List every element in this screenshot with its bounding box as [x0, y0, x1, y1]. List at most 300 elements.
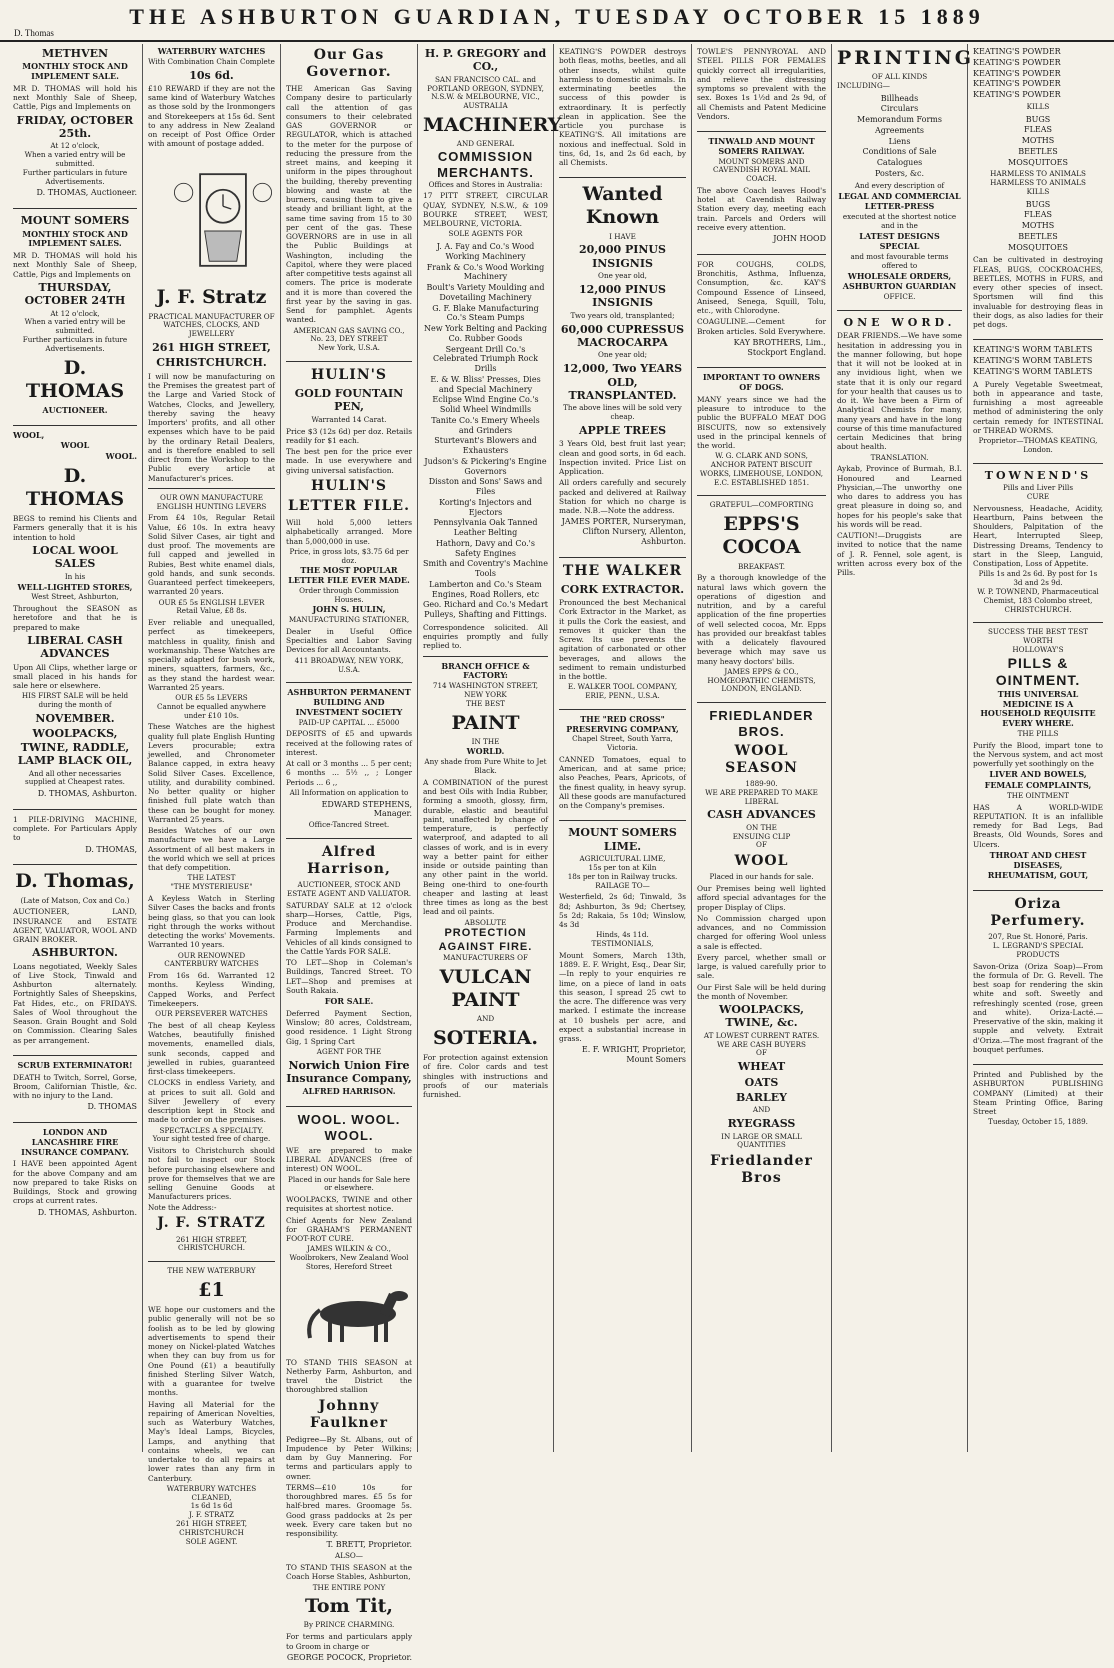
- kills-item: BEETLES: [1018, 146, 1058, 156]
- divider: [286, 361, 412, 362]
- ad-body: FOR COUGHS, COLDS, Bronchitis, Asthma, Influenza, Consumption, &c. KAY'S Compound Essence of Linseed, Aniseed, Senega, Squill, Tolu, etc., with Chlorodyne.: [697, 259, 826, 316]
- divider: [973, 463, 1103, 464]
- ad-role: PRACTICAL MANUFACTURER OF WATCHES, CLOCKS, AND JEWELLERY: [148, 311, 275, 339]
- wool-word: WOOL.: [105, 451, 137, 462]
- divider: [973, 339, 1103, 340]
- ad-body: Price $3 (12s 6d) per doz. Retails readily for $1 each.: [286, 426, 412, 445]
- ad-body: Our Premises being well lighted afford special advantages for the proper Display of Clips.: [697, 884, 826, 912]
- ad-name: J. F. STRATZ: [157, 1215, 266, 1232]
- ad-date: FRIDAY, OCTOBER 25th.: [16, 113, 134, 141]
- ad-name: FRIEDLANDER BROS.: [709, 708, 814, 740]
- ad-signature: D. THOMAS: [87, 1102, 137, 1112]
- ad-building-society: [286, 688, 412, 833]
- ad-price: 18s per ton in Railway trucks.: [567, 871, 678, 881]
- divider: [697, 131, 826, 132]
- divider: [13, 1055, 137, 1056]
- ad-body: Besides Watches of our own manufacture we have a Large Assortment of all best makers in the world which we sell at prices that defy competition.: [148, 826, 275, 873]
- ad-line: OUR OWN MANUFACTURE: [160, 492, 263, 502]
- ad-heading: Our Gas Governor.: [306, 47, 392, 81]
- ad-body: Correspondence solicited. All enquiries promptly and fully replied to.: [423, 622, 548, 651]
- ad-line: AND GENERAL: [456, 139, 515, 149]
- divider: [837, 310, 962, 311]
- ad-signature: JAMES EPPS & CO., HOMŒOPATHIC CHEMISTS, LONDON, ENGLAND.: [707, 666, 816, 694]
- wool-word: WOOL: [60, 440, 90, 451]
- ad-body: TO STAND THIS SEASON at the Coach Horse Stables, Ashburton,: [286, 1563, 412, 1582]
- ad-city: New York, U.S.A.: [318, 343, 380, 353]
- ad-heading: SOTERIA.: [433, 1027, 538, 1050]
- ad-body: No Commission charged upon advances, and no Commission charged for offering Wool unless a sale is effected.: [697, 913, 826, 951]
- ad-line: Retail Value, £8 8s.: [176, 606, 247, 616]
- ad-heading: TINWALD AND MOUNT SOMERS RAILWAY.: [708, 136, 815, 156]
- ad-epps-cocoa: [697, 501, 826, 697]
- ad-body: DEAR FRIENDS.—We have some hesitation in addressing you in the manner following, but hope that it will not be looked at in any invidious light, when we state that it is only our regard for your health that causes us to do it. We have been a Firm of Analytical Chemists for many, many years and have in the long course of this time manufactured certain Medicines that bring about health.: [837, 331, 962, 452]
- ad-role: MANUFACTURING STATIONER,: [288, 615, 410, 625]
- ad-price: 10s 6d.: [189, 68, 234, 82]
- ad-body: MANY years since we had the pleasure to introduce to the public the BUFFALO MEAT DOG BISCUITS, now so extensively used in the principal kennels of the world.: [697, 394, 826, 451]
- ad-line: THROAT AND CHEST DISEASES,: [989, 849, 1087, 870]
- column-3: [281, 44, 418, 1662]
- ad-heading: PAINT: [451, 711, 520, 734]
- ad-body: Loans negotiated, Weekly Sales of Live Stock, Tinwald and Ashburton alternately. Fortnightly Sales of Sheepskins, Fat Hides, etc., on FRIDAYS. Sales of Wool throughout the Season. Grain Bought and Sold on Commission. Clearing Sales as per arrangement.: [13, 961, 137, 1045]
- ad-worm-tablets: [973, 345, 1103, 457]
- ad-line: HOLLOWAY'S: [1012, 644, 1064, 654]
- ad-heading: APPLE TREES: [578, 423, 667, 437]
- ad-line: And every description of: [854, 180, 945, 190]
- ad-heading: METHVEN: [41, 47, 109, 60]
- ad-heading: IMPORTANT TO OWNERS OF DOGS.: [702, 372, 821, 393]
- ad-body: KEATING'S POWDER destroys both fleas, moths, beetles, and all other insects, whilst quite harmless to domestic animals. In exterminating beetles the success of this powder is extraordinary. It is perfectly clean in application. See the article you purchase is KEATING'S. All imitations are noxious and ineffectual. Sold in tins, 6d, 1s, and 2s 6d each, by all Chemists.: [559, 47, 686, 167]
- ad-body: Aykab, Province of Burmah, B.I. Honoured and Learned Physician,—The unworthy one who dares to address you has great pleasure in doing so, and hopes for his people's sake that his words will be read.: [837, 464, 962, 529]
- agent-item: Sturtevant's Blowers and Exhausters: [434, 436, 537, 456]
- ad-gas-governor: [286, 47, 412, 356]
- ad-body: THE American Gas Saving Company desire to particularly call the attention of gas consumers to their celebrated GAS GOVERNOR or REGULATOR, which is attached to the meter for the purpose of reducing the pressure from the street mains, and keeping it uniform in the pipes throughout the building, thereby preventing blowing and waste at the burners, causing them to give a steady and brilliant light, at the same time saving from 15 to 30 per cent of the gas. These GOVERNORS are in use in all the Public Buildings at Washington, including the Capitol, where they were placed after competitive tests against all comers. The price is moderate and it is more than covered the first year by the saving in gas. Send for pamphlet. Agents wanted.: [286, 84, 412, 325]
- ad-role: AUCTIONEER, STOCK AND ESTATE AGENT AND VALUATOR.: [286, 880, 412, 898]
- ad-line: WE ARE PREPARED TO MAKE LIBERAL: [705, 787, 818, 806]
- ad-line: I HAVE: [609, 231, 636, 241]
- kills-item: BUGS: [1025, 114, 1051, 124]
- ad-heading: LOCAL WOOL SALES: [32, 543, 118, 571]
- imprint-date: Tuesday, October 15, 1889.: [988, 1117, 1088, 1127]
- ad-price: Price, in gross lots, $3.75 6d per doz.: [289, 546, 409, 565]
- ad-subheading: CORK EXTRACTOR.: [560, 582, 685, 596]
- ad-signature: D. THOMAS, Ashburton.: [37, 1207, 137, 1217]
- ad-line: LATEST DESIGNS: [859, 230, 940, 241]
- kills-item: MOTHS: [1021, 136, 1055, 146]
- ad-role: AUCTIONEER.: [42, 404, 108, 415]
- ad-mount-somers: [13, 214, 137, 419]
- ad-scrub: [13, 1061, 137, 1117]
- divider: [13, 864, 137, 865]
- agent-item: Hathorn, Davy and Co.'s Safety Engines: [436, 538, 535, 558]
- ad-coach: [697, 137, 826, 249]
- printing-item: Agreements: [875, 125, 924, 135]
- ad-line: INCLUDING—: [837, 80, 890, 90]
- ad-body: A Keyless Watch in Sterling Silver Cases the backs and fronts being glass, so that you can look right through the works without detecting the works' Movements. Warranted 10 years.: [148, 894, 275, 950]
- ad-line: WORTH: [1023, 636, 1053, 646]
- ad-line: One year old,: [598, 271, 647, 281]
- ad-address: 207, Rue St. Honoré, Paris.: [988, 932, 1088, 942]
- ad-holloway: [973, 628, 1103, 885]
- ad-line: Hinds, 4s 11d.: [596, 930, 649, 940]
- ad-body: 17 PITT STREET, CIRCULAR QUAY, SYDNEY, N.S.W., & 109 BOURKE STREET, WEST, MELBOURNE, VICTORIA.: [423, 191, 548, 229]
- ad-name: ALFRED HARRISON.: [302, 1086, 396, 1097]
- ad-line: RYEGRASS: [727, 1117, 796, 1131]
- divider: [973, 890, 1103, 891]
- printing-item: Posters, &c.: [874, 168, 925, 178]
- ad-body: AUCTIONEER, LAND, INSURANCE and ESTATE AGENT, VALUATOR, WOOL AND GRAIN BROKER.: [13, 907, 137, 945]
- ad-line: RHEUMATISM, GOUT,: [987, 870, 1089, 881]
- ad-line: ENGLISH HUNTING LEVERS: [156, 501, 267, 511]
- ad-heading: SCRUB EXTERMINATOR!: [17, 1059, 133, 1070]
- ad-name: D. Thomas,: [15, 870, 135, 893]
- ad-oriza: [973, 896, 1103, 1059]
- ad-line: Placed in our hands for sale.: [709, 872, 814, 882]
- ad-body: Nervousness, Headache, Acidity, Heartburn, Pains between the Shoulders, Palpitation of the Heart, Interrupted Sleep, Distressing Dreams, Tendency to start in the Sleep, Languid, Constipation, Loss of Appetite.: [973, 503, 1103, 569]
- ad-waterbury-watches: [148, 47, 275, 154]
- ad-line: and most favourable terms offered to: [850, 252, 949, 270]
- ad-body: For terms and particulars apply to Groom in charge or: [286, 1632, 412, 1651]
- ad-line: AGRICULTURAL LIME,: [579, 854, 666, 864]
- printing-item: Memorandum Forms: [857, 115, 942, 125]
- ad-body: HAS A WORLD-WIDE REPUTATION. It is an infallible remedy for Bad Legs, Bad Breasts, Old Wounds, Sores and Ulcers.: [973, 802, 1103, 849]
- ad-body: CLOCKS in endless Variety, and at prices to suit all. Gold and Silver Jewellery of every description kept in Stock and made to order on the premises.: [148, 1078, 275, 1125]
- ad-body: 1 PILE-DRIVING MACHINE, complete. For Particulars Apply to: [13, 814, 137, 843]
- ad-body: WE hope our customers and the public generally will not be so foolish as to be led by glowing advertisements to spend their money on Nickel-plated Watches when they can buy from us for One Pound (£1) a beautifully finished Sterling Silver Watch, with a guarantee for twelve months.: [148, 1305, 275, 1398]
- ad-heading: EPPS'S COCOA: [722, 513, 801, 559]
- ad-wilkin-wool: [286, 1112, 412, 1275]
- ad-line: SOLE AGENTS FOR: [448, 229, 523, 239]
- ad-line: OF: [756, 1048, 767, 1058]
- columns: [8, 44, 1108, 1662]
- ad-line: Two years old, transplanted;: [570, 310, 675, 320]
- ad-line: And all other necessaries supplied at Cheapest rates.: [25, 768, 125, 787]
- ad-body: CANNED Tomatoes, equal to American, and at same price; also Peaches, Pears, Apricots, of the finest quality, in heavy syrup. All these goods are manufactured on the Company's premises.: [559, 754, 686, 811]
- ad-walker-cork: [559, 563, 686, 704]
- ad-heading: Wanted Known: [582, 183, 663, 229]
- divider: [697, 367, 826, 368]
- divider: [423, 656, 548, 657]
- keating-list: [973, 47, 1103, 100]
- ad-body: Pedigree—By St. Albans, out of Impudence by Peter Wilkins; dam by Guy Mannering. For terms and particulars apply to owner.: [286, 1434, 412, 1481]
- ad-signature: GEORGE POCOCK, Proprietor.: [286, 1652, 412, 1662]
- ad-pile-driving: [13, 815, 137, 860]
- printing-item: Billheads: [880, 93, 919, 103]
- ad-line: HARMLESS TO ANIMALS: [990, 169, 1086, 179]
- ad-address: Chapel Street, South Yarra, Victoria.: [572, 734, 673, 753]
- ad-mount-somers-lime: [559, 826, 686, 1070]
- ad-line: HARMLESS TO ANIMALS: [990, 178, 1086, 188]
- ad-line: SAN FRANCISCO CAL. and PORTLAND OREGON, SYDNEY, N.S.W. & MELBOURNE, VIC., AUSTRALIA: [427, 74, 544, 111]
- ad-dog-biscuits: [697, 373, 826, 490]
- ad-heading: CASH ADVANCES: [707, 808, 816, 822]
- ad-line: Warranted 14 Carat.: [311, 414, 387, 424]
- ad-heading: HULIN'S: [310, 477, 388, 494]
- divider: [13, 208, 137, 209]
- ad-johnny-faulkner: [286, 1358, 412, 1668]
- column-1: [8, 44, 143, 1452]
- ad-line: THE MOST POPULAR LETTER FILE EVER MADE.: [288, 565, 410, 586]
- column-7: [832, 44, 974, 1452]
- ad-heading: LETTER FILE.: [288, 498, 410, 514]
- agents-list: [423, 242, 548, 620]
- ad-line: TRANSLATION.: [870, 452, 929, 462]
- ad-line: THE PILLS: [1017, 728, 1059, 738]
- ad-line: THE LATEST: [187, 873, 236, 883]
- ad-body: COAGULINE.—Cement for Broken articles. Sold Everywhere.: [697, 317, 826, 336]
- ad-line: Any shade from Pure White to Jet Black.: [424, 757, 547, 775]
- divider: [559, 820, 686, 821]
- ad-line: KILLS: [1026, 186, 1050, 196]
- ad-body: Every parcel, whether small or large, is valued carefully prior to sale.: [697, 952, 826, 981]
- ad-line: THE ENTIRE PONY: [312, 1582, 386, 1592]
- kills-list: [973, 200, 1103, 253]
- ad-subheading: MONTHLY STOCK AND IMPLEMENT SALES.: [22, 228, 128, 249]
- ad-heading: THE WALKER: [562, 562, 683, 579]
- ad-line: PAID-UP CAPITAL ... £5000: [298, 717, 400, 727]
- kills-item: MOTHS: [1021, 221, 1055, 231]
- ad-heading: ONE WORD.: [843, 315, 956, 329]
- ad-body: Purify the Blood, impart tone to the Nervous system, and act most powerfully yet soothingly on the: [973, 740, 1103, 769]
- ad-line: FEMALE COMPLAINTS,: [984, 780, 1092, 791]
- ad-body: WE are prepared to make LIBERAL ADVANCES (free of interest) ON WOOL.: [286, 1145, 412, 1174]
- ad-line: THE OINTMENT: [1006, 790, 1070, 800]
- ad-month: NOVEMBER.: [35, 711, 115, 725]
- ad-line: In his: [64, 571, 86, 581]
- ad-address: 261 HIGH STREET,: [152, 340, 271, 354]
- ad-price: Pills 1s and 2s 6d. By post for 1s 3d and 2s 9d.: [978, 569, 1098, 588]
- ad-body: From £4 10s, Regular Retail Value, £6 10s. In extra heavy Solid Silver Cases, air tight and dust proof. The movements are full capped and jewelled in Rubies, Best white enamel dials, gold hands, and sunk seconds. Guaranteed perfect timekeepers, warranted 20 years.: [148, 513, 275, 597]
- agent-item: New York Belting and Packing Co. Rubber Goods: [423, 324, 548, 343]
- printing-item: Circulars: [880, 104, 919, 114]
- divider: [559, 177, 686, 178]
- ad-name: D. THOMAS: [25, 464, 125, 511]
- agent-item: J. A. Fay and Co.'s Wood Working Machinery: [436, 242, 535, 261]
- ad-body: For protection against extension of fire. Color cards and test shingles with instructions and proofs of our materials furnished.: [423, 1053, 548, 1100]
- masthead: [0, 0, 1114, 42]
- column-8: [968, 44, 1108, 1452]
- ad-line: 1s 6d 1s 6d: [190, 1501, 233, 1511]
- ad-heading: MACHINERY: [423, 113, 562, 136]
- imprint-text: Printed and Published by the ASHBURTON PUBLISHING COMPANY (Limited) at their Steam Printing Office, Baring Street: [973, 1070, 1103, 1117]
- ad-entry: When a varied entry will be submitted.: [24, 150, 126, 169]
- ad-body: The best of all cheap Keyless Watches, beautifully finished movements, enamelled dials, sunk seconds, capped and jewelled in rubies, guaranteed first-class timekeepers.: [148, 1020, 275, 1077]
- ad-line: ASHBURTON GUARDIAN: [842, 281, 957, 292]
- ad-body: TO STAND THIS SEASON at Netherby Farm, Ashburton, and travel the District the thoroughbred stallion: [286, 1357, 412, 1395]
- ad-signature: E. WALKER TOOL COMPANY, ERIE, PENN., U.S.A.: [567, 682, 678, 701]
- kills-item: FLEAS: [1024, 210, 1052, 220]
- ad-name: Friedlander Bros: [710, 1153, 813, 1187]
- ad-heading: WOOLPACKS, TWINE, RADDLE, LAMP BLACK OIL,: [17, 727, 133, 768]
- ad-address: 261 HIGH STREET, CHRISTCHURCH: [175, 1518, 248, 1537]
- ad-body: DEPOSITS of £5 and upwards received at the following rates of interest.: [286, 729, 412, 757]
- ad-line: WORLD.: [466, 746, 505, 757]
- ad-line: Your sight tested free of charge.: [152, 1134, 271, 1144]
- ad-body: TOWLE'S PENNYROYAL AND STEEL PILLS FOR FEMALES quickly correct all irregularities, and relieve the distressing symptoms so prevalent with the sex. Boxes 1s 1½d and 2s 9d, of all Chemists and Patent Medicine Vendors.: [697, 47, 826, 121]
- ad-porter-nursery: [559, 183, 686, 551]
- ad-name: Alfred Harrison,: [307, 843, 391, 877]
- ad-line: LIVER AND BOWELS,: [989, 769, 1087, 780]
- ad-methven: [13, 47, 137, 203]
- ad-body: DEATH to Twitch, Sorrel, Gorse, Broom, Californian Thistle, &c. with no injury to the Land.: [13, 1072, 137, 1101]
- keating-line: KEATING'S POWDER: [973, 57, 1061, 67]
- ad-city: CHRISTCHURCH.: [156, 356, 267, 370]
- ad-hulins-pen: [286, 367, 412, 677]
- ad-towle: [697, 47, 826, 126]
- ad-line: 20,000 PINUS INSIGNIS: [579, 243, 666, 270]
- ad-body: SATURDAY SALE at 12 o'clock sharp—Horses, Cattle, Pigs, Produce and Merchandise. Farming Implements and Vehicles of all kinds consigned to the Cattle Yards FOR SALE.: [286, 900, 412, 956]
- divider: [973, 1064, 1103, 1065]
- ad-body: A COMBINATION of the purest and best Oils with India Rubber, forming a smooth, glossy, firm, durable, elastic and beautiful paint, unaffected by change of temperature, is perfectly waterproof, and adapted to all classes of work, and is in every way a better paint for either inside or outside painting than any other paint in the world. Being one-third to one-fourth cheaper and lasting at least three times as long as the best lead and oil paints.: [423, 777, 548, 917]
- ad-time: At 12 o'clock,: [50, 141, 100, 151]
- ad-line: OF ALL KINDS: [871, 72, 928, 82]
- ad-line: TESTIMONIALS,: [591, 939, 654, 949]
- ad-line: Placed in our hands for Sale here or elsewhere.: [288, 1174, 410, 1193]
- ad-body: CAUTION!—Druggists are invited to notice that the name of J. R. Fennel, sole agent, is written across every box of the Pills.: [837, 531, 962, 578]
- agent-item: Smith and Coventry's Machine Tools: [423, 559, 548, 579]
- ad-heading: WOOLPACKS, TWINE, &c.: [719, 1003, 804, 1030]
- ad-body: At call or 3 months ... 5 per cent; 6 months ... 5½ ,, ; Longer Periods ... 6 ,,: [286, 759, 412, 787]
- agent-item: Frank & Co.'s Wood Working Machinery: [426, 262, 545, 282]
- divider: [286, 1106, 412, 1107]
- ad-thomas: [13, 870, 137, 1050]
- ad-address: 411 BROADWAY, NEW YORK, U.S.A.: [294, 655, 404, 674]
- ad-signature: Proprietor—THOMAS KEATING, London.: [978, 436, 1098, 454]
- agent-item: Korting's Injectors and Ejectors: [439, 497, 532, 517]
- agent-item: Eclipse Wind Engine Co.'s Solid Wheel Windmills: [432, 395, 539, 415]
- ad-heading: Oriza Perfumery.: [990, 896, 1086, 930]
- ad-line: 12,000 PINUS INSIGNIS: [579, 282, 666, 310]
- divider: [13, 809, 137, 810]
- ad-signature: W. G. CLARK AND SONS, ANCHOR PATENT BISCUIT WORKS, LIMEHOUSE, LONDON, E.C. ESTABLISHED 1851.: [699, 451, 824, 487]
- ad-line: THIS UNIVERSAL MEDICINE IS A HOUSEHOLD REQUISITE EVERY WHERE.: [980, 688, 1096, 729]
- ad-body: Savon-Oriza (Oriza Soap)—From the formula of Dr. G. Revell. The best soap for rendering the skin white and soft. Sweetly and refreshingly scented (rose, green and white). Oriza-Lacté.—Preservative of the skin, making it supple and velvety. Extrait d'Oriza.—The most fragrant of the bouquet perfumes.: [973, 961, 1103, 1054]
- ad-further: Further particulars in future Advertisements.: [22, 334, 128, 353]
- ad-name: H. P. GREGORY and CO.,: [424, 47, 547, 74]
- ad-printing: [837, 47, 974, 305]
- ad-keating-powder: [559, 47, 686, 172]
- worm-line: KEATING'S WORM TABLETS: [973, 345, 1093, 355]
- ad-body: Having all Material for the repairing of American Novelties, such as Waterbury Watches, May's Ideal Lamps, Bicycles, Lamps, and anything that contains wheels, we can undertake to do all repairs at lower rates than any firm in Canterbury.: [148, 1399, 275, 1483]
- ad-line: ON THE: [746, 822, 777, 832]
- ad-line: SUCCESS THE BEST TEST: [987, 627, 1089, 637]
- ad-line: ABSOLUTE: [464, 917, 507, 927]
- ad-body: TERMS—£10 10s for thoroughbred mares. £5 5s for half-bred mares. Groomage 5s. Good grass paddocks at 2s per week. Every care taken but no responsibility.: [286, 1482, 412, 1539]
- keating-line: KEATING'S POWDER: [973, 79, 1061, 89]
- divider: [697, 702, 826, 703]
- ad-line: CURE: [1026, 491, 1050, 501]
- ad-red-cross: [559, 715, 686, 816]
- ad-heading: PROTECTION AGAINST FIRE.: [438, 927, 533, 953]
- ad-heading: THE "RED CROSS" PRESERVING COMPANY,: [566, 713, 679, 734]
- ad-subheading: GOLD FOUNTAIN PEN,: [294, 387, 404, 414]
- ad-heading: LONDON AND LANCASHIRE FIRE INSURANCE COMPANY.: [21, 1127, 129, 1157]
- ad-line: OUR £5 5s ENGLISH LEVER: [158, 597, 265, 607]
- ad-heading: TOWNEND'S: [984, 468, 1092, 482]
- ad-city: CHRISTCHURCH.: [177, 1243, 246, 1253]
- ad-line: OUR £5 5s LEVERS: [175, 693, 248, 703]
- ad-body: From 16s 6d. Warranted 12 months. Keyless Winding, Capped Works, and Perfect Timekeepers.: [148, 971, 275, 1008]
- ad-line: One year old;: [597, 350, 648, 360]
- ad-heading: PILLS & OINTMENT.: [995, 654, 1081, 688]
- worm-list: [973, 345, 1103, 376]
- ad-signature: W. P. TOWNEND, Pharmaceutical Chemist, 183 Colombo street, CHRISTCHURCH.: [977, 586, 1099, 614]
- ad-name: J. F. Stratz: [156, 286, 267, 309]
- ad-line: OF: [756, 840, 767, 850]
- printing-item: Conditions of Sale: [862, 147, 937, 157]
- printing-item: Liens: [888, 136, 911, 146]
- ad-name: Johnny Faulkner: [310, 1397, 388, 1431]
- ad-signature: JOHN HOOD: [773, 234, 826, 244]
- ad-name: JOHN S. HULIN,: [312, 604, 386, 615]
- ad-line: L. LEGRAND'S SPECIAL PRODUCTS: [992, 941, 1084, 959]
- ad-line: SPECIAL: [879, 241, 920, 252]
- ad-line: executed at the shortest notice and in the: [842, 212, 957, 230]
- kills-item: FLEAS: [1024, 125, 1052, 135]
- ad-line: IN LARGE OR SMALL QUANTITIES: [721, 1131, 802, 1150]
- ad-heading: ASHBURTON PERMANENT BUILDING AND INVESTMENT SOCIETY: [287, 687, 411, 717]
- ad-body: These Watches are the highest quality full plate English Hunting Levers procurable; extra jewelled, and Chronometer Balance capped, in extra heavy Solid Silver Cases. Excellence, utility, and durability combined. No better quality or higher finished full plate watch than these can be bought for money. Warranted 25 years.: [148, 722, 275, 824]
- ad-body: By a thorough knowledge of the natural laws which govern the operations of digestion and nutrition, and by a careful application of the fine properties of well selected cocoa, Mr. Epps has provided our breakfast tables with a delicately flavoured beverage which may save us many heavy doctors' bills.: [697, 573, 826, 666]
- ad-body: TO LET—Shop in Coleman's Buildings, Tancred Street. TO LET—Shop and premises at South Rakaia.: [286, 958, 412, 995]
- ad-signature: AMERICAN GAS SAVING CO., No. 23, DEY STREET: [293, 325, 405, 344]
- column-6: [692, 44, 832, 1452]
- ad-heading: HULIN'S: [310, 367, 388, 383]
- ad-line: RAILAGE TO—: [595, 880, 650, 890]
- ad-body: I HAVE been appointed Agent for the above Company and am now prepared to take Risks on Buildings, Stock and growing crops at current rates.: [13, 1159, 137, 1206]
- ad-name: J. F. STRATZ: [188, 1510, 235, 1520]
- ad-body: WOOLPACKS, TWINE and other requisites at shortest notice.: [286, 1195, 412, 1214]
- agent-item: Judson's & Pickering's Engine Governors: [424, 456, 547, 476]
- worm-line: KEATING'S WORM TABLETS: [973, 366, 1093, 376]
- masthead-title: THE ASHBURTON GUARDIAN, TUESDAY OCTOBER 15 1889: [129, 4, 985, 29]
- ad-line: All Information on application to: [289, 787, 409, 797]
- divider: [559, 557, 686, 558]
- ad-friedlander: [697, 708, 826, 1193]
- ad-line: ENSUING CLIP: [732, 831, 791, 841]
- ad-entry: When a varied entry will be submitted.: [24, 317, 126, 336]
- ad-body: MR D. THOMAS will hold his next Monthly Sale of Sheep, Cattle, Pigs and Implements on: [13, 251, 137, 279]
- ad-price: £1: [198, 1278, 225, 1301]
- divider: [13, 1122, 137, 1123]
- ad-subheading: BRANCH OFFICE & FACTORY:: [441, 660, 530, 681]
- ad-body: BEGS to remind his Clients and Farmers generally that it is his intention to hold: [13, 514, 137, 542]
- ad-line: THE BEST: [466, 698, 505, 708]
- ad-line: WATERBURY WATCHES CLEANED,: [166, 1483, 257, 1502]
- ad-name: Tom Tit,: [304, 1595, 394, 1618]
- ad-line: OFFICE.: [883, 292, 916, 302]
- ad-line: OUR PERSEVERER WATCHES: [155, 1009, 268, 1019]
- ad-line: LEGAL AND COMMERCIAL: [838, 190, 961, 201]
- ad-alfred-harrison: [286, 844, 412, 1101]
- divider: [697, 495, 826, 496]
- ad-line: LETTER-PRESS: [864, 201, 935, 212]
- ad-name: D. THOMAS: [25, 356, 125, 402]
- ad-further: Further particulars in future Advertisements.: [22, 167, 128, 186]
- kills-item: BUGS: [1025, 199, 1051, 209]
- ad-date: THURSDAY, OCTOBER 24TH: [24, 280, 126, 308]
- ad-one-word: [837, 316, 962, 582]
- ad-line: Pills and Liver Pills: [1002, 483, 1074, 493]
- divider: [148, 1261, 275, 1262]
- ad-body: 3 Years Old, best fruit last year; clean and good sorts, in 6d each. Inspection invited. Price List on Application.: [559, 439, 686, 477]
- ad-signature: EDWARD STEPHENS, Manager.: [321, 799, 412, 819]
- ad-line: AND: [752, 1105, 771, 1115]
- ad-heading: THE NEW WATERBURY: [167, 1266, 256, 1276]
- kills-item: MOSQUITOES: [1008, 157, 1068, 167]
- ad-body: Upon All Clips, whether large or small placed in his hands for sale here or elsewhere.: [13, 662, 137, 691]
- ad-heading: VULCAN PAINT: [439, 965, 532, 1012]
- ad-line: OUR RENOWNED: [177, 950, 246, 960]
